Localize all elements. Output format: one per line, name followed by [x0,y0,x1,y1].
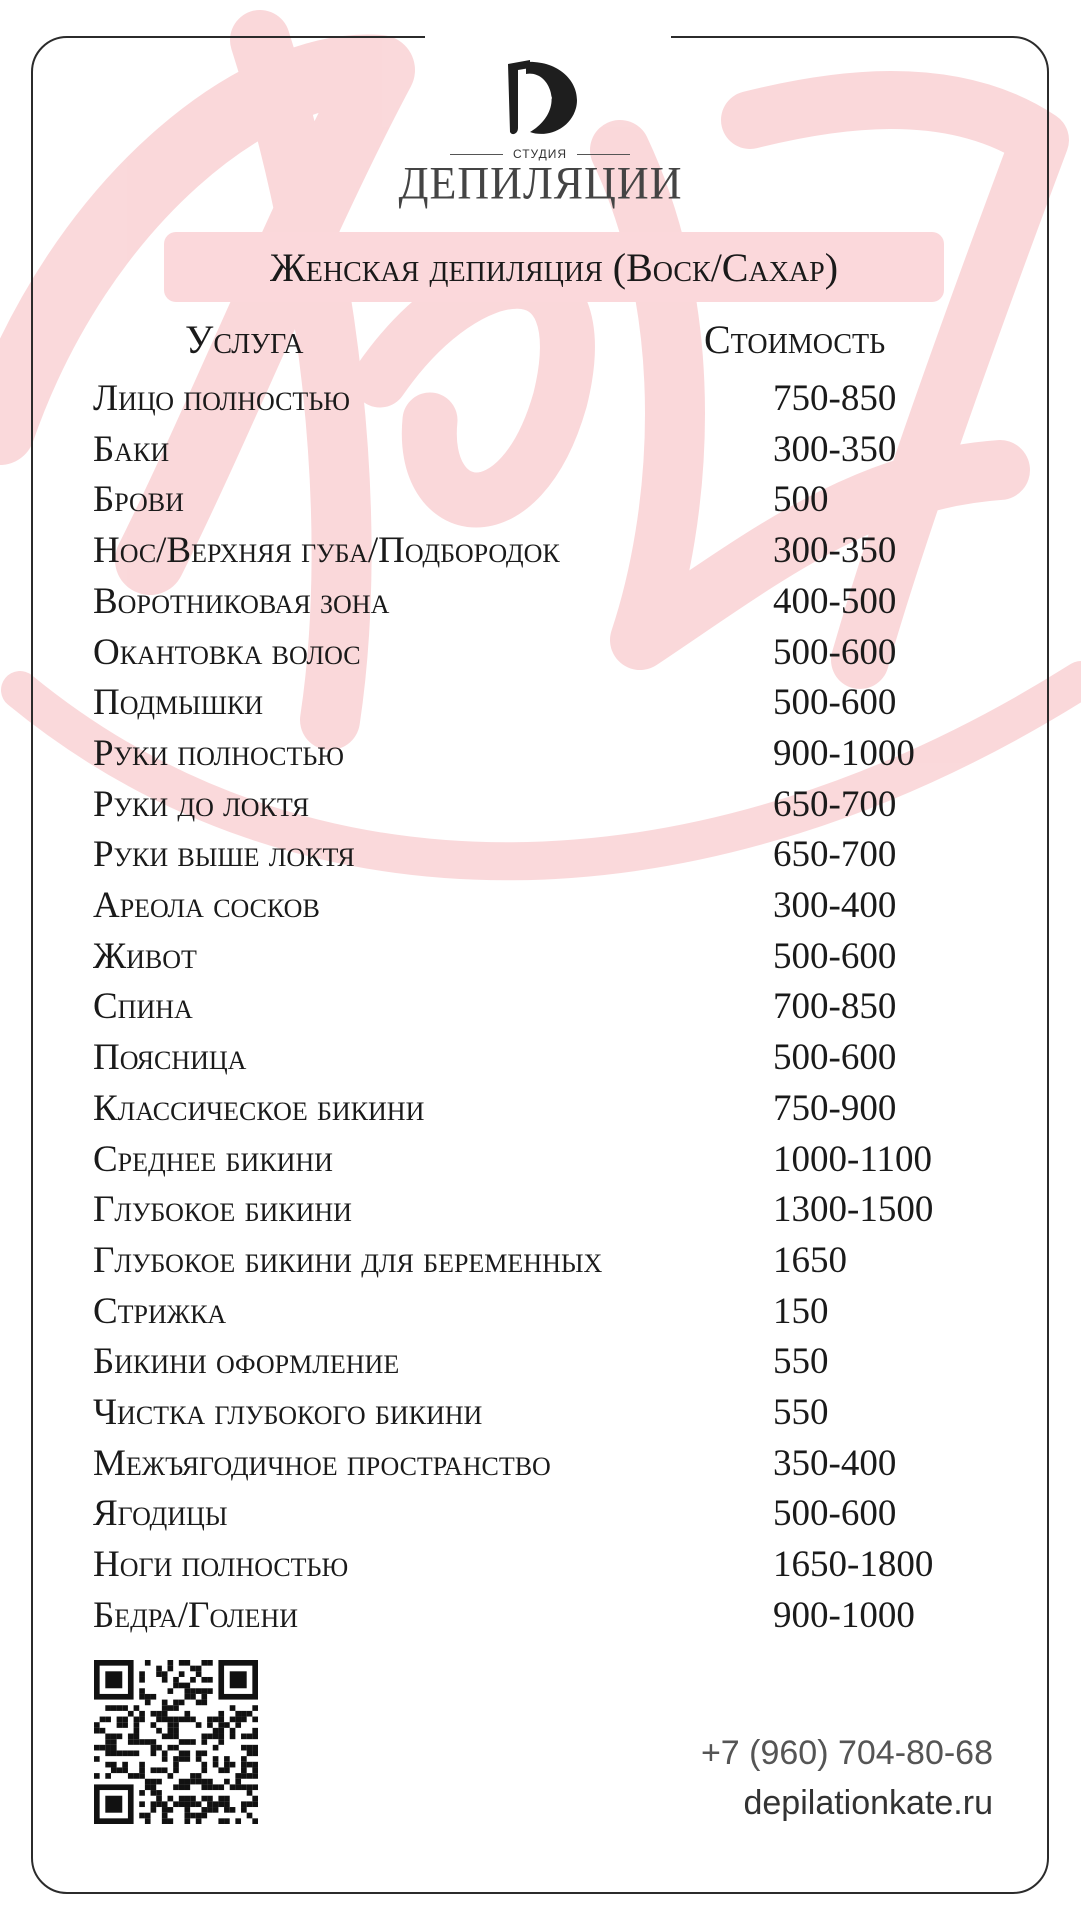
divider [450,154,503,155]
brand-name: ДЕПИЛЯЦИИ [398,157,683,210]
service-price: 1000-1100 [773,1138,932,1180]
frame-gap [425,28,671,48]
price-list-title [164,232,944,302]
service-name: Баки [93,428,170,470]
service-name: Ноги полностью [93,1544,349,1586]
divider [577,154,630,155]
service-name: Нос/Верхняя губа/Подбородок [93,530,560,572]
list-item [0,1489,1081,1539]
service-name: Ареола сосков [93,885,320,926]
service-price: 300-350 [773,530,897,572]
service-name: Руки до локтя [93,783,310,825]
d-leaf-logo-icon [490,54,586,140]
service-name: Воротниковая зона [93,580,390,622]
service-price: 1650-1800 [773,1544,934,1586]
service-price: 750-900 [773,1087,897,1129]
service-price: 500-600 [773,935,897,977]
service-price: 300-400 [773,885,897,926]
phone-number[interactable]: +7 (960) 704-80-68 [700,1734,993,1772]
list-item [0,1236,1081,1286]
service-price: 650-700 [773,834,897,876]
list-item [0,780,1081,830]
service-price: 500-600 [773,682,897,724]
list-item [0,1084,1081,1134]
service-name: Ягодицы [93,1493,228,1535]
list-item [0,678,1081,728]
service-name: Лицо полностью [93,378,350,419]
list-item [0,1591,1081,1641]
service-price: 300-350 [773,428,897,470]
website-link[interactable]: depilationkate.ru [743,1784,993,1822]
list-item [0,1033,1081,1083]
service-price: 650-700 [773,783,897,825]
service-price: 350-400 [773,1442,897,1484]
list-item [0,932,1081,982]
list-item [0,1185,1081,1235]
service-name: Бедра/Голени [93,1594,298,1636]
service-price: 500 [773,479,829,521]
service-price: 550 [773,1392,829,1433]
service-name: Спина [93,986,193,1028]
list-item [0,881,1081,931]
service-name: Глубокое бикини для беременных [93,1239,603,1281]
service-name: Руки полностью [93,732,344,774]
list-item [0,1439,1081,1489]
service-price: 150 [773,1290,829,1332]
service-price: 900-1000 [773,732,915,774]
service-name: Глубокое бикини [93,1189,352,1231]
list-item [0,475,1081,525]
service-name: Межъягодичное пространство [93,1442,551,1484]
service-price: 500-600 [773,1037,897,1079]
service-name: Чистка глубокого бикини [93,1392,483,1433]
page-title: Женская депиляция (Воск/Сахар) [269,244,839,290]
studio-label: СТУДИЯ [512,147,568,161]
service-name: Поясница [93,1037,247,1079]
list-item [0,1540,1081,1590]
service-price: 700-850 [773,986,897,1028]
list-item [0,526,1081,576]
service-price: 1300-1500 [773,1189,934,1231]
list-item [0,628,1081,678]
service-price: 900-1000 [773,1594,915,1636]
service-name: Подмышки [93,682,264,724]
service-price: 500-600 [773,1493,897,1535]
service-name: Живот [93,935,197,977]
qr-code-icon[interactable] [94,1660,258,1824]
service-name: Среднее бикини [93,1138,333,1180]
list-item [0,425,1081,475]
service-price: 550 [773,1341,829,1383]
list-item [0,577,1081,627]
column-header-service: Услуга [185,317,304,362]
column-header-price: Стоимость [704,317,886,362]
list-item [0,982,1081,1032]
service-price: 1650 [773,1239,847,1281]
service-name: Брови [93,479,184,521]
service-name: Бикини оформление [93,1341,400,1383]
list-item [0,729,1081,779]
list-item [0,1388,1081,1438]
service-name: Стрижка [93,1290,227,1332]
list-item [0,1287,1081,1337]
list-item [0,1337,1081,1387]
list-item [0,374,1081,424]
service-name: Окантовка волос [93,631,361,673]
service-price: 400-500 [773,580,897,622]
list-item [0,1135,1081,1185]
service-price: 500-600 [773,631,897,673]
service-price: 750-850 [773,378,897,419]
list-item [0,830,1081,880]
service-name: Руки выше локтя [93,834,355,876]
service-name: Классическое бикини [93,1087,425,1129]
